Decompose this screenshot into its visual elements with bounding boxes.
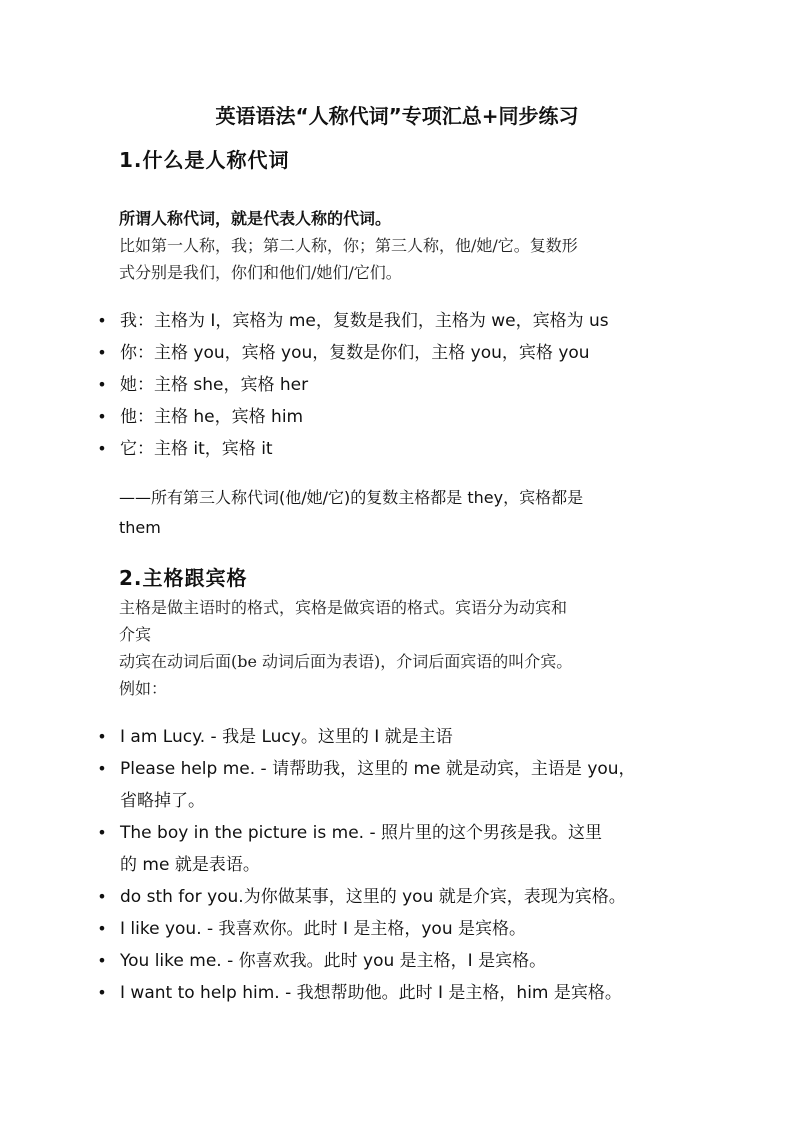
list-item [96,913,706,945]
note-line: ——所有第三人称代词(他/她/它)的复数主格都是 they，宾格都是 [119,488,584,507]
bullet-icon: • [97,823,107,842]
list-item-text: 你：主格 you，宾格 you，复数是你们，主格 you，宾格 you [120,343,590,363]
section2-line: 动宾在动词后面(be 动词后面为表语)，介词后面宾语的叫介宾。 [119,652,573,671]
note-line: them [119,518,161,537]
section2-line: 主格是做主语时的格式，宾格是做宾语的格式。宾语分为动宾和 [119,598,568,617]
bullet-icon: • [97,919,107,938]
list-item-text: 她：主格 she，宾格 her [120,375,309,395]
pronoun-list [96,305,706,465]
plural-note [119,483,684,543]
section2-line: 介宾 [119,625,152,644]
bullet-icon: • [97,983,107,1002]
list-item [96,305,706,337]
list-item-text-continued: 省略掉了。 [120,791,205,811]
list-item [96,817,706,881]
section1-lead: 所谓人称代词，就是代表人称的代词。 [119,209,392,228]
page-title: 英语语法“人称代词”专项汇总+同步练习 [215,104,579,128]
list-item [96,753,706,817]
list-item [96,977,706,1009]
list-item-text: 它：主格 it，宾格 it [120,439,273,459]
bullet-icon: • [97,407,107,426]
list-item [96,433,706,465]
section2-paragraph [119,594,684,702]
bullet-icon: • [97,343,107,362]
list-item [96,945,706,977]
section1-heading: 1.什么是人称代词 [119,148,290,172]
list-item-text: I am Lucy. - 我是 Lucy。这里的 I 就是主语 [120,727,453,747]
list-item-text: Please help me. - 请帮助我，这里的 me 就是动宾，主语是 you， [120,759,636,779]
bullet-icon: • [97,727,107,746]
bullet-icon: • [97,759,107,778]
list-item [96,369,706,401]
bullet-icon: • [97,439,107,458]
section1-line: 比如第一人称，我；第二人称，你；第三人称，他/她/它。复数形 [119,236,578,255]
bullet-icon: • [97,311,107,330]
list-item [96,401,706,433]
section1-paragraph [119,232,684,286]
bullet-icon: • [97,375,107,394]
list-item-text: 我：主格为 I，宾格为 me，复数是我们，主格为 we，宾格为 us [120,311,609,331]
list-item [96,337,706,369]
list-item [96,881,706,913]
section2-heading: 2.主格跟宾格 [119,566,248,590]
section1-line: 式分别是我们，你们和他们/她们/它们。 [119,263,402,282]
bullet-icon: • [97,887,107,906]
list-item-text-continued: 的 me 就是表语。 [120,855,260,875]
list-item-text: The boy in the picture is me. - 照片里的这个男孩是我。这里 [120,823,603,843]
list-item-text: I want to help him. - 我想帮助他。此时 I 是主格，him 是宾格。 [120,983,622,1003]
list-item [96,721,706,753]
list-item-text: 他：主格 he，宾格 him [120,407,304,427]
list-item-text: do sth for you.为你做某事，这里的 you 就是介宾，表现为宾格。 [120,887,626,907]
bullet-icon: • [97,951,107,970]
list-item-text: I like you. - 我喜欢你。此时 I 是主格，you 是宾格。 [120,919,527,939]
example-list [96,721,706,1009]
section2-line: 例如： [119,679,168,698]
list-item-text: You like me. - 你喜欢我。此时 you 是主格，I 是宾格。 [120,951,547,971]
